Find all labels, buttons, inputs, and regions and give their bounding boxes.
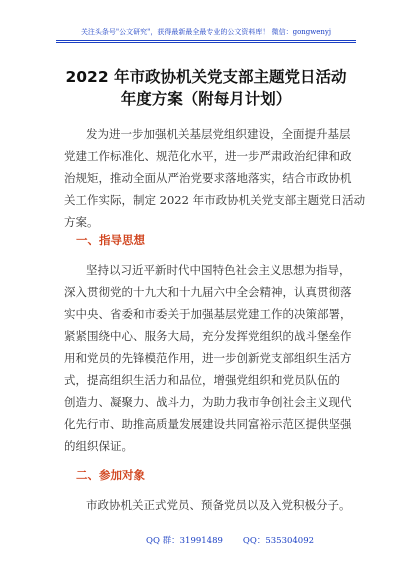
- paragraph-line: 的组织保证。: [64, 439, 133, 453]
- paragraph-line: 深入贯彻党的十九大和十九届六中全会精神，认真贯彻落: [64, 285, 352, 299]
- paragraph-line: 式，提高组织生活力和品位，增强党组织和党员队伍的: [64, 373, 340, 387]
- qq-number: QQ：535304092: [242, 536, 315, 546]
- banner-rule-bottom: [56, 42, 356, 43]
- paragraph-line: 创造力、凝聚力、战斗力，为助力我市争创社会主义现代: [64, 395, 352, 409]
- paragraph-line: 用和党员的先锋模范作用，进一步创新党支部组织生活方: [64, 351, 352, 365]
- intro-line: 治规矩，推动全面从严治党要求落地落实，结合市政协机: [64, 171, 352, 185]
- intro-line: 方案。: [64, 215, 99, 229]
- document-title-line-1: 2022 年市政协机关党支部主题党日活动: [65, 68, 347, 86]
- section-heading-guiding-ideology: 一、指导思想: [76, 233, 145, 247]
- banner-rule-top: [56, 40, 356, 41]
- intro-line: 关工作实际，制定 2022 年市政协机关党支部主题党日活动: [64, 193, 366, 207]
- intro-line: 党建工作标准化、规范化水平，进一步严肃政治纪律和政: [64, 149, 352, 163]
- paragraph-line: 化先行市、助推高质量发展建设共同富裕示范区提供坚强: [64, 417, 352, 431]
- guiding-ideology-paragraph: [64, 259, 352, 457]
- intro-line: 发为进一步加强机关基层党组织建设，全面提升基层: [86, 127, 351, 141]
- section-heading-participants: 二、参加对象: [76, 468, 145, 482]
- qq-group-number: QQ 群：31991489: [146, 536, 223, 546]
- participants-paragraph: [64, 494, 351, 516]
- header-banner: 关注头条号"公文研究"，获得最新最全最专业的公文资料库！ 微信：gongwenyj: [80, 28, 332, 36]
- intro-paragraph: [64, 123, 366, 233]
- paragraph-line: 坚持以习近平新时代中国特色社会主义思想为指导，: [86, 263, 351, 277]
- footer-contact: [146, 534, 314, 546]
- document-title-line-2: 年度方案（附每月计划）: [120, 90, 292, 108]
- paragraph-line: 实中央、省委和市委关于加强基层党建工作的决策部署，: [64, 307, 352, 321]
- paragraph-line: 紧紧围绕中心、服务大局，充分发挥党组织的战斗堡垒作: [64, 329, 352, 343]
- paragraph-line: 市政协机关正式党员、预备党员以及入党积极分子。: [86, 498, 351, 512]
